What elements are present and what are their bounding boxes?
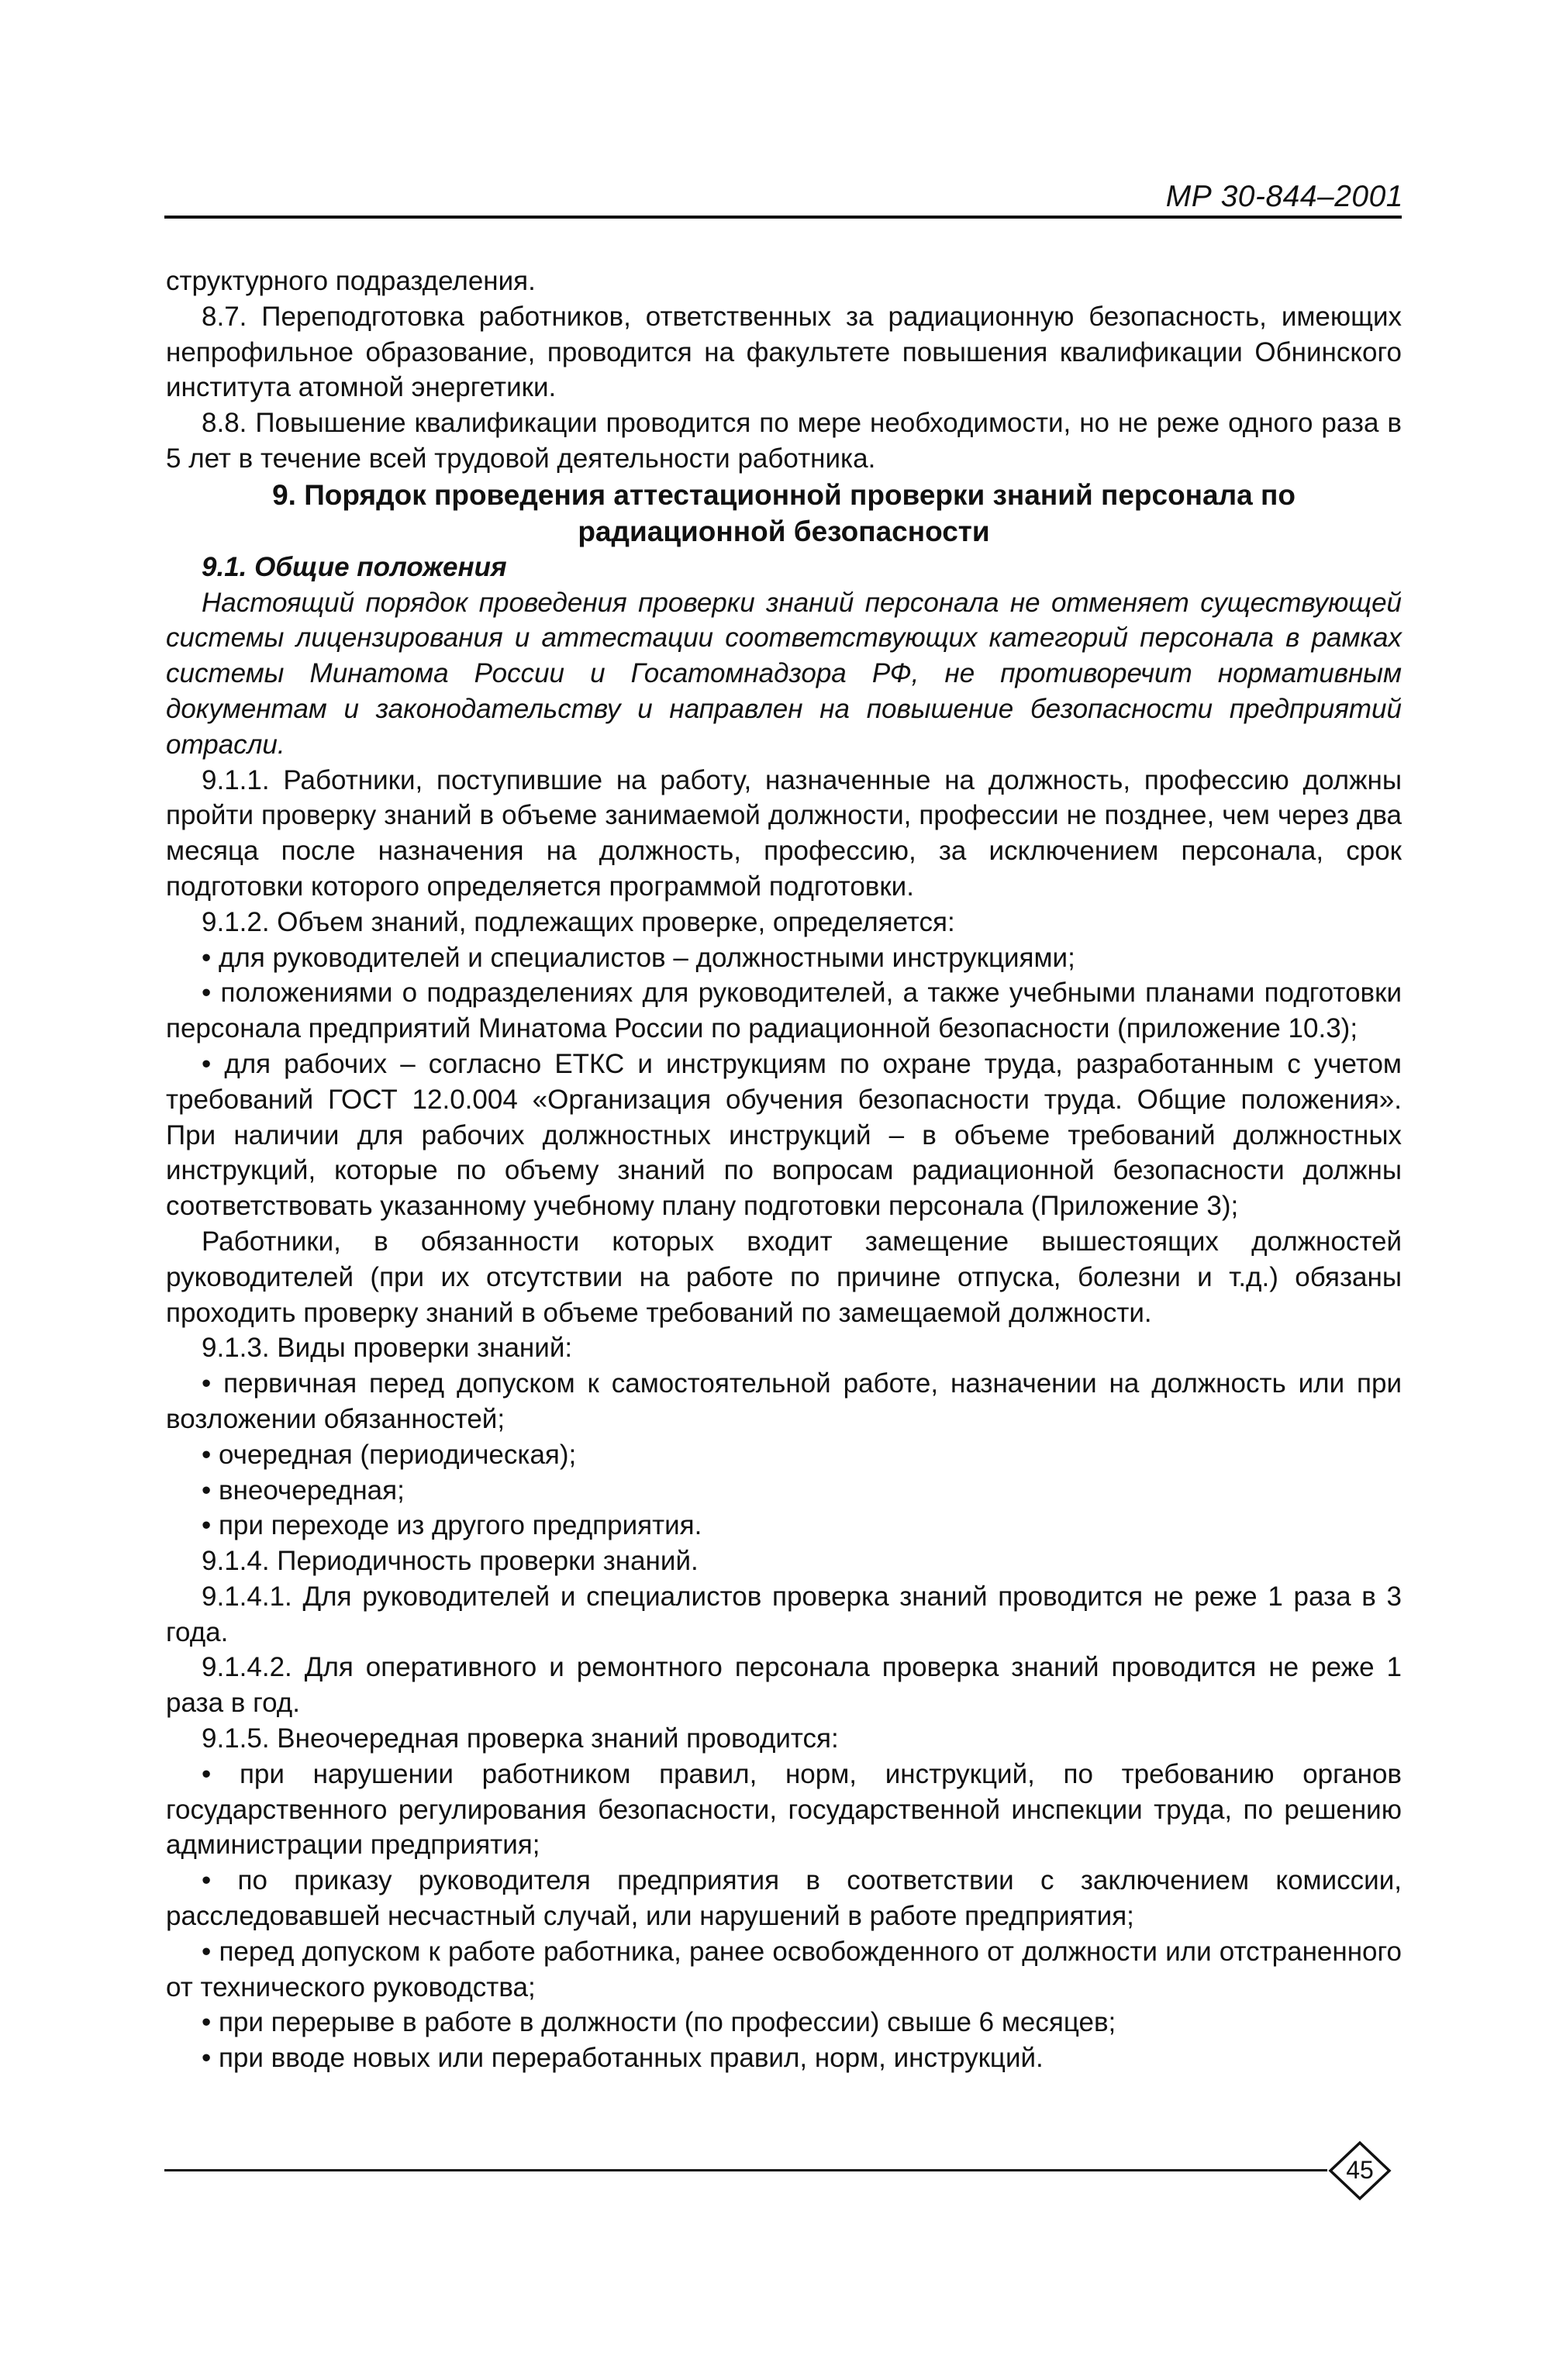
paragraph-9-1-4-1: 9.1.4.1. Для руководителей и специалистов проверка знаний проводится не реже 1 раза в 3 года.	[166, 1581, 1402, 1647]
footer-rule	[164, 2169, 1327, 2171]
bullet-item: • для руководителей и специалистов – должностными инструкциями;	[202, 942, 1075, 973]
paragraph-9-1-2: 9.1.2. Объем знаний, подлежащих проверке, определяется:	[202, 906, 955, 937]
bullet-item: • при переходе из другого предприятия.	[202, 1510, 702, 1541]
paragraph-9-1-5: 9.1.5. Внеочередная проверка знаний проводится:	[202, 1723, 839, 1754]
paragraph-9-1-1: 9.1.1. Работники, поступившие на работу, назначенные на должность, профессию должны пройти проверку знаний в объеме занимаемой должности, профессии не позднее, чем через два месяца после назначения на должность, профессию, за исключением персонала, срок подготовки которого определяется программой подготовки.	[166, 764, 1402, 902]
header-rule	[164, 216, 1402, 219]
document-code: МР 30-844–2001	[1165, 180, 1403, 213]
paragraph-9-1-4: 9.1.4. Периодичность проверки знаний.	[202, 1546, 699, 1577]
bullet-item: • по приказу руководителя предприятия в соответствии с заключением комиссии, расследовавшей несчастный случай, или нарушений в работе предприятия;	[166, 1865, 1402, 1932]
paragraph-8-7: 8.7. Переподготовка работников, ответственных за радиационную безопасность, имеющих непрофильное образование, проводится на факультете повышения квалификации Обнинского института атомной энергетики.	[166, 301, 1402, 403]
paragraph-9-1-4-2: 9.1.4.2. Для оперативного и ремонтного персонала проверка знаний проводится не реже 1 раза в год.	[166, 1652, 1402, 1719]
bullet-item: • первичная перед допуском к самостоятельной работе, назначении на должность или при возложении обязанностей;	[166, 1368, 1402, 1434]
bullet-item: • положениями о подразделениях для руководителей, а также учебными планами подготовки персонала предприятий Минатома России по радиационной безопасности (приложение 10.3);	[166, 978, 1402, 1044]
document-body	[166, 264, 1402, 2076]
page-number: 45	[1346, 2156, 1374, 2184]
section-heading-9: 9. Порядок проведения аттестационной проверки знаний персонала по радиационной безопасности	[272, 478, 1296, 547]
italic-paragraph: Настоящий порядок проведения проверки знаний персонала не отменяет существующей системы лицензирования и аттестации соответствующих категорий персонала в рамках системы Минатома России и Госатомнадзора РФ, не противоречит нормативным документам и законодательству и направлен на повышение безопасности предприятий отрасли.	[166, 587, 1402, 760]
paragraph: структурного подразделения.	[166, 266, 536, 296]
bullet-item: • внеочередная;	[202, 1475, 405, 1506]
paragraph-9-1-3: 9.1.3. Виды проверки знаний:	[202, 1333, 573, 1364]
bullet-item: • очередная (периодическая);	[202, 1439, 577, 1470]
bullet-item: • при перерыве в работе в должности (по профессии) свыше 6 месяцев;	[202, 2007, 1116, 2038]
subheading-9-1: 9.1. Общие положения	[202, 551, 507, 582]
paragraph-workers: Работники, в обязанности которых входит замещение вышестоящих должностей руководителей (при их отсутствии на работе по причине отпуска, болезни и т.д.) обязаны проходить проверку знаний в объеме требований по замещаемой должности.	[166, 1226, 1402, 1328]
bullet-item: • при нарушении работником правил, норм, инструкций, по требованию органов государственного регулирования безопасности, государственной инспекции труда, по решению администрации предприятия;	[166, 1758, 1402, 1861]
bullet-item: • при вводе новых или переработанных правил, норм, инструкций.	[202, 2043, 1044, 2074]
bullet-item: • перед допуском к работе работника, ранее освобожденного от должности или отстраненного от технического руководства;	[166, 1936, 1402, 2002]
paragraph-8-8: 8.8. Повышение квалификации проводится по мере необходимости, но не реже одного раза в 5 лет в течение всей трудовой деятельности работника.	[166, 408, 1402, 474]
bullet-item: • для рабочих – согласно ЕТКС и инструкциям по охране труда, разработанным с учетом требований ГОСТ 12.0.004 «Организация обучения безопасности труда. Общие положения». При наличии для рабочих должностных инструкций – в объеме требований должностных инструкций, которые по объему знаний по вопросам радиационной безопасности должны соответствовать указанному учебному плану подготовки персонала (Приложение 3);	[166, 1048, 1402, 1222]
